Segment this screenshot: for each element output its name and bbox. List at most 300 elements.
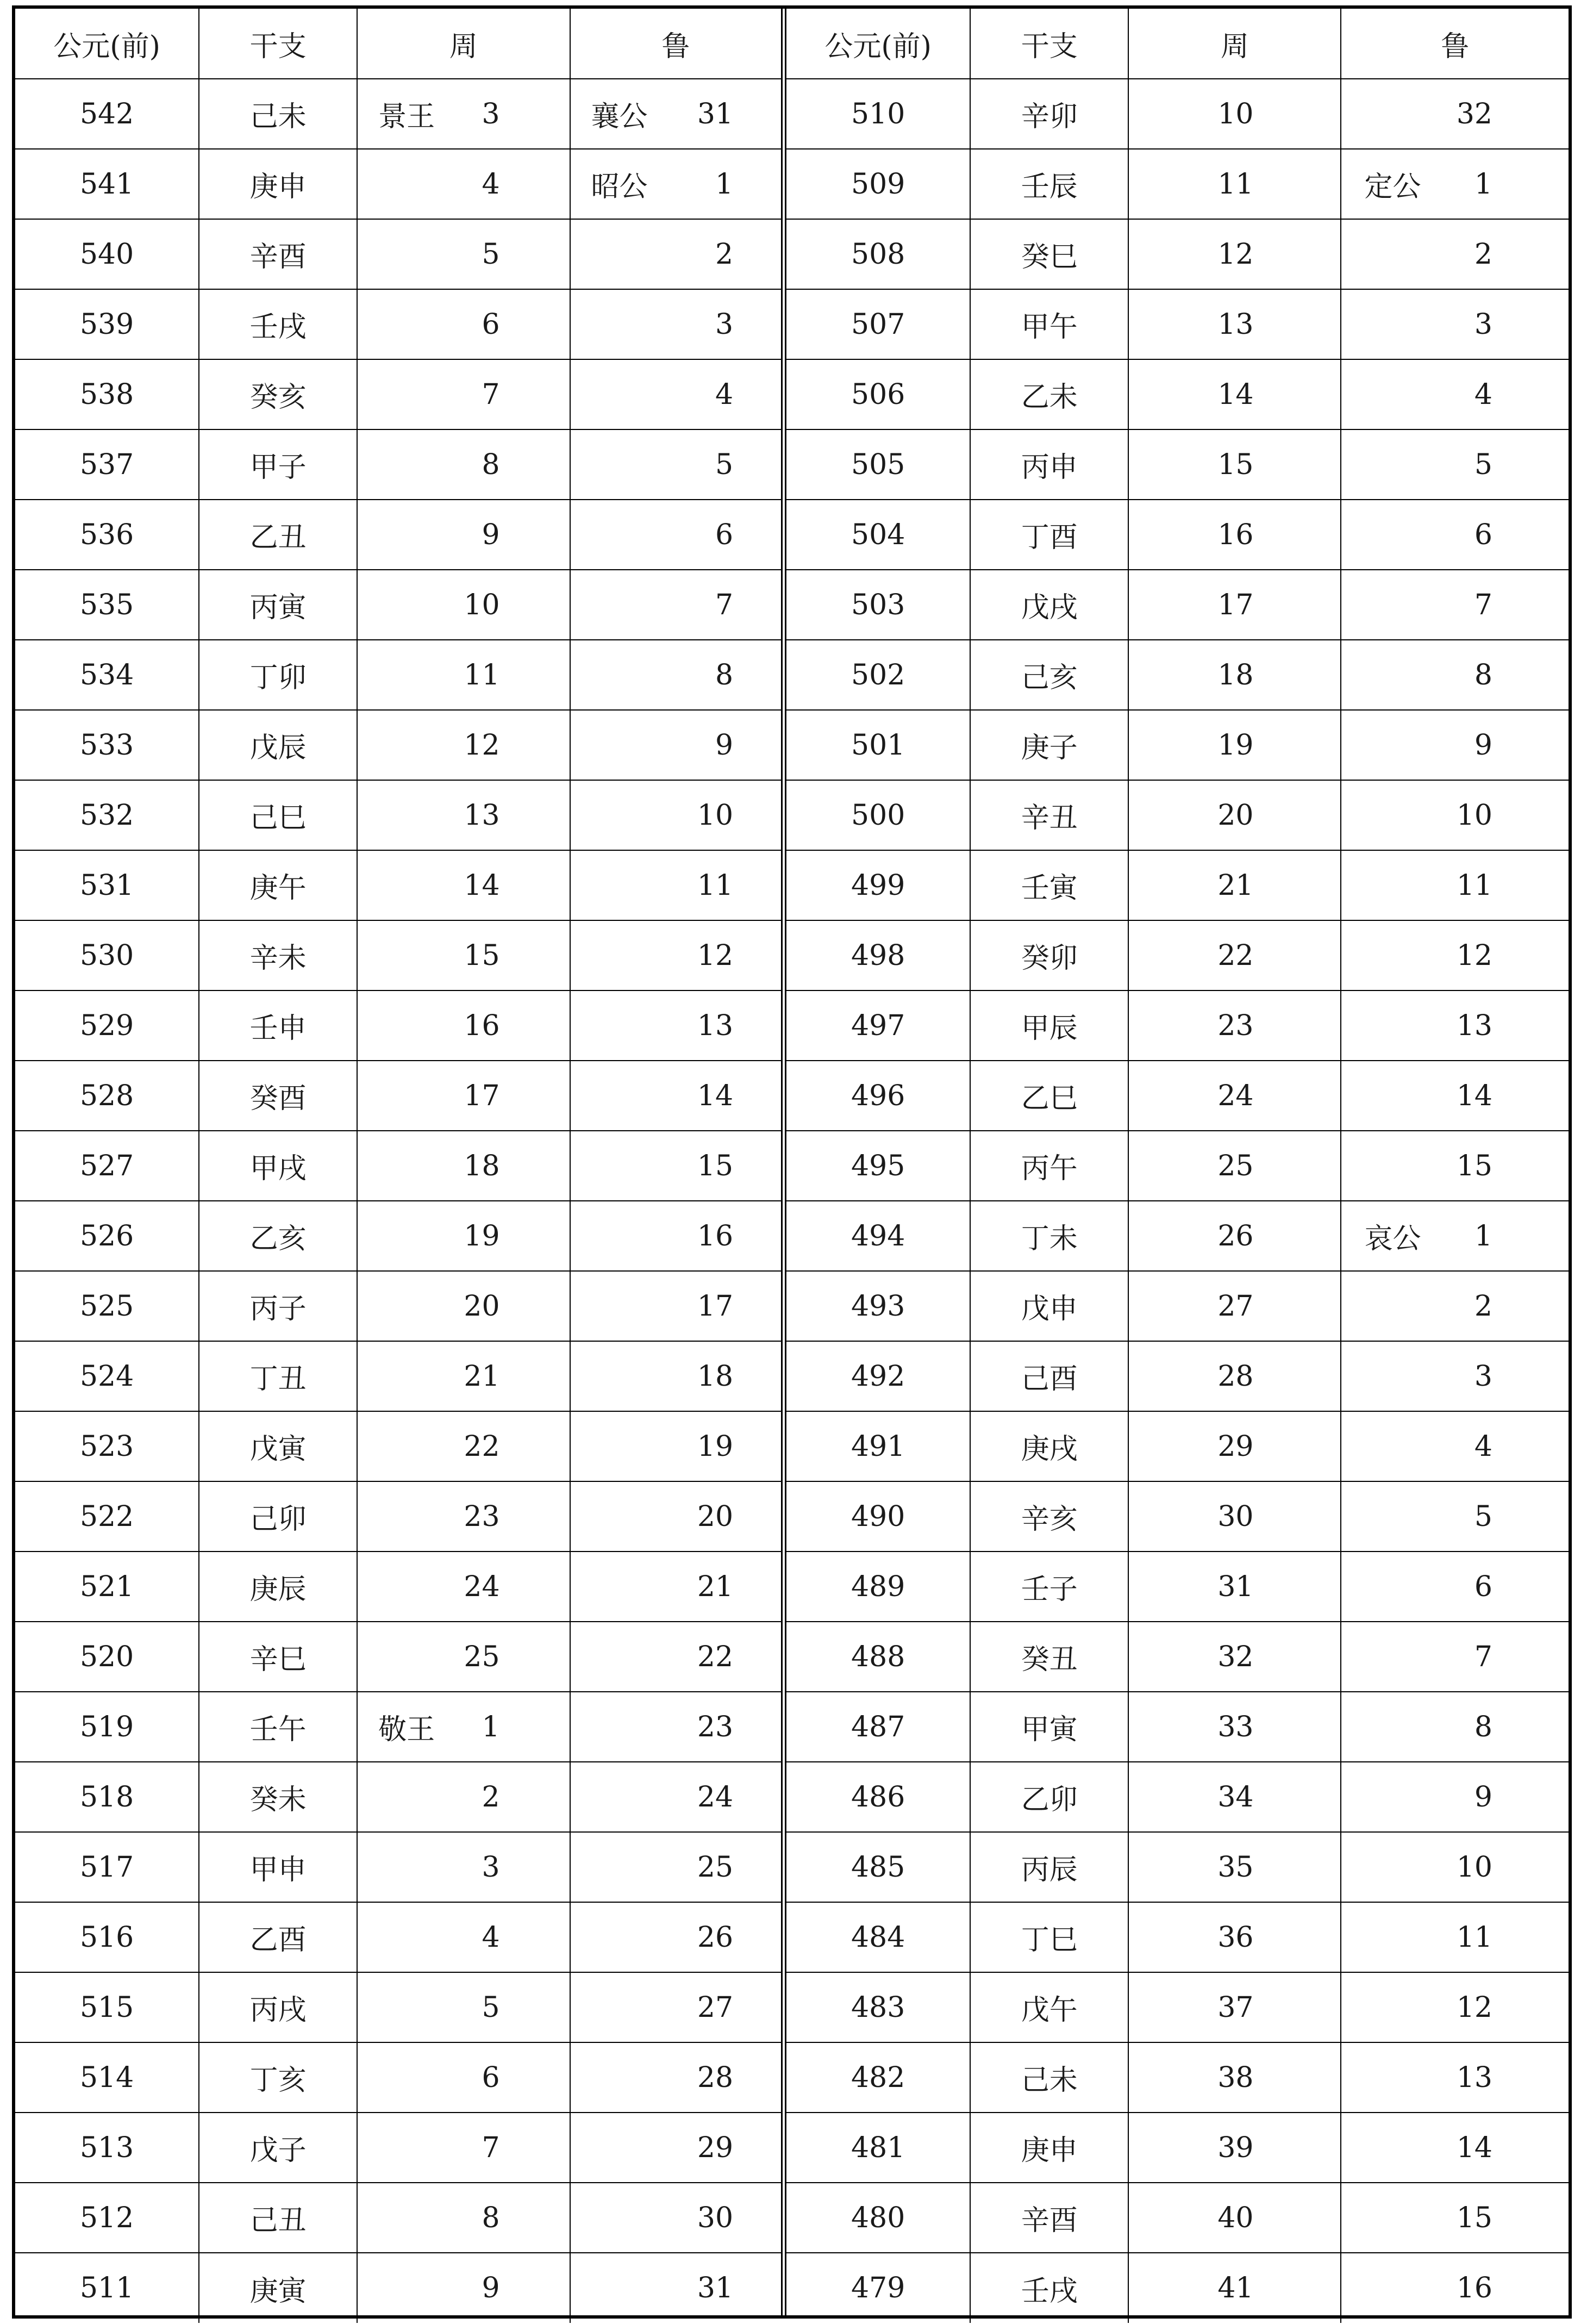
ganzhi-cell: 甲辰 xyxy=(970,990,1128,1061)
lu-cell xyxy=(1341,2042,1569,2113)
zhou-cell xyxy=(357,1622,570,1692)
year-cell: 485 xyxy=(786,1832,970,1902)
year-cell: 491 xyxy=(786,1411,970,1481)
zhou-reign xyxy=(358,570,569,639)
zhou-reign-year: 20 xyxy=(1217,799,1254,832)
year-cell: 501 xyxy=(786,710,970,780)
lu-reign-year: 4 xyxy=(1474,378,1492,411)
zhou-reign xyxy=(1129,921,1340,990)
lu-reign-year: 2 xyxy=(1474,238,1492,271)
lu-cell xyxy=(570,1481,781,1552)
lu-reign-year: 22 xyxy=(697,1640,734,1673)
table-row xyxy=(15,1271,781,1341)
lu-reign xyxy=(1341,1201,1569,1270)
year-cell: 494 xyxy=(786,1201,970,1271)
lu-reign xyxy=(1341,1131,1569,1200)
left-body xyxy=(15,79,781,2323)
lu-ruler-name: 定公 xyxy=(1364,171,1421,203)
lu-reign xyxy=(1341,430,1569,499)
zhou-reign xyxy=(358,1762,569,1831)
year-cell: 492 xyxy=(786,1341,970,1411)
lu-reign xyxy=(571,290,781,359)
lu-reign xyxy=(1341,1482,1569,1551)
zhou-reign xyxy=(1129,500,1340,569)
year-cell: 483 xyxy=(786,1972,970,2042)
lu-reign-year: 10 xyxy=(697,799,734,832)
table-row xyxy=(786,219,1569,289)
zhou-cell xyxy=(357,2042,570,2113)
lu-cell xyxy=(1341,1902,1569,1972)
lu-reign-year: 3 xyxy=(1474,308,1492,341)
year-cell: 525 xyxy=(15,1271,199,1341)
zhou-reign xyxy=(1129,2183,1340,2252)
zhou-cell xyxy=(357,1972,570,2042)
lu-reign xyxy=(571,149,781,219)
zhou-cell xyxy=(1128,2113,1341,2183)
table-row xyxy=(15,2183,781,2253)
zhou-reign-year: 25 xyxy=(1217,1149,1254,1182)
ganzhi-cell: 辛巳 xyxy=(199,1622,357,1692)
zhou-reign xyxy=(358,430,569,499)
ganzhi-cell: 甲申 xyxy=(199,1832,357,1902)
zhou-ruler-name: 敬王 xyxy=(378,1714,435,1746)
zhou-reign-year: 6 xyxy=(482,2061,500,2094)
lu-reign-year: 18 xyxy=(697,1360,734,1393)
lu-reign-year: 9 xyxy=(715,728,734,762)
zhou-reign xyxy=(358,1622,569,1691)
lu-reign-year: 1 xyxy=(715,167,734,201)
table-row xyxy=(786,1692,1569,1762)
table-row xyxy=(786,1411,1569,1481)
ganzhi-cell: 戊戌 xyxy=(970,570,1128,640)
table-row xyxy=(786,1972,1569,2042)
ganzhi-cell: 丙寅 xyxy=(199,570,357,640)
lu-cell xyxy=(1341,1481,1569,1552)
lu-reign-year: 27 xyxy=(697,1991,734,2024)
ganzhi-cell: 戊申 xyxy=(970,1271,1128,1341)
ganzhi-cell: 己未 xyxy=(199,79,357,149)
table-row xyxy=(15,500,781,570)
lu-cell xyxy=(1341,1692,1569,1762)
lu-reign xyxy=(571,79,781,148)
lu-reign xyxy=(571,1412,781,1481)
lu-cell xyxy=(1341,780,1569,850)
zhou-reign xyxy=(1129,1272,1340,1341)
lu-reign xyxy=(571,500,781,569)
zhou-reign-year: 1 xyxy=(482,1710,500,1743)
lu-cell xyxy=(570,500,781,570)
zhou-reign-year: 12 xyxy=(1217,238,1254,271)
header-ganzhi: 干支 xyxy=(970,9,1128,79)
lu-reign xyxy=(571,921,781,990)
zhou-cell xyxy=(357,1552,570,1622)
zhou-cell xyxy=(1128,79,1341,149)
lu-cell xyxy=(570,920,781,990)
table-row xyxy=(786,1201,1569,1271)
lu-reign-year: 16 xyxy=(697,1219,734,1253)
table-row xyxy=(15,1832,781,1902)
zhou-reign-year: 21 xyxy=(464,1360,500,1393)
lu-reign-year: 28 xyxy=(697,2061,734,2094)
table-row xyxy=(15,1131,781,1201)
lu-reign xyxy=(1341,1552,1569,1621)
year-cell: 520 xyxy=(15,1622,199,1692)
ganzhi-cell: 丁丑 xyxy=(199,1341,357,1411)
zhou-cell xyxy=(357,79,570,149)
zhou-reign xyxy=(1129,2253,1340,2323)
lu-reign-year: 4 xyxy=(1474,1430,1492,1463)
zhou-cell xyxy=(357,1061,570,1131)
lu-cell xyxy=(1341,1972,1569,2042)
lu-reign-year: 7 xyxy=(1474,588,1492,621)
lu-cell xyxy=(570,780,781,850)
lu-cell xyxy=(570,1271,781,1341)
zhou-reign xyxy=(358,1272,569,1341)
lu-cell xyxy=(570,1552,781,1622)
zhou-reign xyxy=(1129,290,1340,359)
zhou-reign xyxy=(358,1692,569,1761)
lu-cell xyxy=(1341,289,1569,359)
lu-reign xyxy=(571,2043,781,2112)
lu-reign-year: 14 xyxy=(697,1079,734,1112)
lu-cell xyxy=(1341,429,1569,500)
lu-cell xyxy=(570,640,781,710)
table-row xyxy=(786,1902,1569,1972)
year-cell: 487 xyxy=(786,1692,970,1762)
zhou-reign-year: 35 xyxy=(1217,1851,1254,1884)
year-cell: 504 xyxy=(786,500,970,570)
lu-cell xyxy=(570,1832,781,1902)
zhou-reign xyxy=(1129,640,1340,709)
lu-cell xyxy=(570,850,781,920)
zhou-cell xyxy=(1128,990,1341,1061)
lu-reign-year: 5 xyxy=(1474,448,1492,481)
ganzhi-cell: 乙卯 xyxy=(970,1762,1128,1832)
table-row xyxy=(15,2253,781,2323)
table-row xyxy=(786,1271,1569,1341)
year-cell: 497 xyxy=(786,990,970,1061)
chronology-table-right xyxy=(786,9,1569,2323)
table-row xyxy=(15,1692,781,1762)
zhou-cell xyxy=(1128,1832,1341,1902)
ganzhi-cell: 甲戌 xyxy=(199,1131,357,1201)
lu-reign xyxy=(571,1833,781,1902)
ganzhi-cell: 庚辰 xyxy=(199,1552,357,1622)
lu-reign xyxy=(1341,1272,1569,1341)
table-row xyxy=(786,920,1569,990)
zhou-cell xyxy=(1128,1762,1341,1832)
lu-reign xyxy=(1341,991,1569,1060)
zhou-reign xyxy=(358,1552,569,1621)
lu-cell xyxy=(570,2113,781,2183)
header-row xyxy=(15,9,781,79)
lu-cell xyxy=(570,1622,781,1692)
year-cell: 506 xyxy=(786,359,970,429)
table-row xyxy=(15,920,781,990)
zhou-reign xyxy=(358,1833,569,1902)
zhou-cell xyxy=(1128,289,1341,359)
zhou-reign xyxy=(358,1973,569,2042)
ganzhi-cell: 己酉 xyxy=(970,1341,1128,1411)
zhou-reign-year: 4 xyxy=(482,167,500,201)
ganzhi-cell: 辛未 xyxy=(199,920,357,990)
zhou-reign xyxy=(1129,1412,1340,1481)
zhou-reign xyxy=(1129,1201,1340,1270)
year-cell: 515 xyxy=(15,1972,199,2042)
zhou-reign xyxy=(358,1131,569,1200)
lu-reign xyxy=(571,2253,781,2323)
table-row xyxy=(786,289,1569,359)
zhou-cell xyxy=(1128,2253,1341,2323)
zhou-reign-year: 41 xyxy=(1217,2272,1254,2304)
lu-cell xyxy=(1341,149,1569,219)
zhou-cell xyxy=(1128,1902,1341,1972)
zhou-ruler-name: 景王 xyxy=(378,101,435,133)
lu-reign xyxy=(1341,2043,1569,2112)
zhou-reign-year: 9 xyxy=(482,518,500,551)
ganzhi-cell: 丙辰 xyxy=(970,1832,1128,1902)
year-cell: 486 xyxy=(786,1762,970,1832)
lu-cell xyxy=(1341,359,1569,429)
year-cell: 489 xyxy=(786,1552,970,1622)
zhou-reign xyxy=(358,711,569,780)
zhou-reign xyxy=(1129,1061,1340,1130)
zhou-cell xyxy=(357,710,570,780)
zhou-reign xyxy=(358,1412,569,1481)
zhou-cell xyxy=(1128,1271,1341,1341)
table-row xyxy=(786,1061,1569,1131)
zhou-reign xyxy=(1129,2043,1340,2112)
ganzhi-cell: 丙午 xyxy=(970,1131,1128,1201)
zhou-reign xyxy=(358,2253,569,2323)
table-row xyxy=(786,1341,1569,1411)
zhou-cell xyxy=(357,920,570,990)
zhou-reign xyxy=(1129,1482,1340,1551)
lu-reign-year: 13 xyxy=(1456,1009,1492,1042)
zhou-reign-year: 28 xyxy=(1217,1360,1254,1393)
ganzhi-cell: 庚申 xyxy=(970,2113,1128,2183)
zhou-reign xyxy=(1129,1903,1340,1972)
zhou-cell xyxy=(1128,1201,1341,1271)
year-cell: 507 xyxy=(786,289,970,359)
zhou-reign-year: 36 xyxy=(1217,1921,1254,1954)
zhou-cell xyxy=(357,2253,570,2323)
lu-cell xyxy=(570,1902,781,1972)
lu-reign xyxy=(1341,1692,1569,1761)
table-row xyxy=(786,2183,1569,2253)
ganzhi-cell: 丙子 xyxy=(199,1271,357,1341)
ganzhi-cell: 壬子 xyxy=(970,1552,1128,1622)
zhou-reign-year: 39 xyxy=(1217,2131,1254,2164)
zhou-reign-year: 19 xyxy=(1217,728,1254,762)
year-cell: 505 xyxy=(786,429,970,500)
lu-reign xyxy=(571,1903,781,1972)
zhou-cell xyxy=(357,1762,570,1832)
zhou-reign-year: 14 xyxy=(464,869,500,902)
zhou-reign xyxy=(1129,570,1340,639)
table-row xyxy=(15,1061,781,1131)
lu-reign-year: 13 xyxy=(1456,2061,1492,2094)
lu-cell xyxy=(1341,2113,1569,2183)
lu-cell xyxy=(570,2183,781,2253)
lu-reign xyxy=(571,1201,781,1270)
lu-cell xyxy=(570,289,781,359)
lu-cell xyxy=(570,1972,781,2042)
year-cell: 521 xyxy=(15,1552,199,1622)
lu-cell xyxy=(570,79,781,149)
table-row xyxy=(786,500,1569,570)
zhou-cell xyxy=(1128,850,1341,920)
zhou-reign-year: 3 xyxy=(482,1851,500,1884)
lu-cell xyxy=(570,359,781,429)
ganzhi-cell: 癸酉 xyxy=(199,1061,357,1131)
lu-reign-year: 15 xyxy=(1456,2201,1492,2234)
zhou-reign xyxy=(1129,1833,1340,1902)
zhou-reign xyxy=(1129,430,1340,499)
lu-reign xyxy=(1341,2183,1569,2252)
lu-reign xyxy=(571,430,781,499)
table-row xyxy=(15,1481,781,1552)
lu-ruler-name: 昭公 xyxy=(591,171,648,203)
zhou-reign-year: 4 xyxy=(482,1921,500,1954)
ganzhi-cell: 己亥 xyxy=(970,640,1128,710)
zhou-reign-year: 23 xyxy=(1217,1009,1254,1042)
zhou-reign xyxy=(1129,1552,1340,1621)
lu-reign-year: 15 xyxy=(697,1149,734,1182)
zhou-reign-year: 23 xyxy=(464,1500,500,1533)
zhou-reign-year: 22 xyxy=(464,1430,500,1463)
chronology-table-left xyxy=(15,9,781,2323)
ganzhi-cell: 癸巳 xyxy=(970,219,1128,289)
year-cell: 484 xyxy=(786,1902,970,1972)
table-row xyxy=(15,219,781,289)
chronology-table xyxy=(12,5,1572,2319)
year-cell: 481 xyxy=(786,2113,970,2183)
year-cell: 522 xyxy=(15,1481,199,1552)
header-zhou: 周 xyxy=(1128,9,1341,79)
lu-reign-year: 10 xyxy=(1456,1851,1492,1884)
year-cell: 516 xyxy=(15,1902,199,1972)
zhou-reign-year: 13 xyxy=(464,799,500,832)
lu-cell xyxy=(570,1131,781,1201)
zhou-reign-year: 16 xyxy=(1217,518,1254,551)
year-cell: 488 xyxy=(786,1622,970,1692)
zhou-reign-year: 16 xyxy=(464,1009,500,1042)
lu-reign-year: 1 xyxy=(1474,1219,1492,1253)
header-zhou: 周 xyxy=(357,9,570,79)
table-row xyxy=(786,359,1569,429)
zhou-cell xyxy=(357,1481,570,1552)
zhou-reign xyxy=(358,360,569,429)
lu-reign-year: 11 xyxy=(1456,1921,1492,1954)
year-cell: 509 xyxy=(786,149,970,219)
zhou-reign-year: 13 xyxy=(1217,308,1254,341)
right-body xyxy=(786,79,1569,2323)
table-row xyxy=(786,429,1569,500)
ganzhi-cell: 戊辰 xyxy=(199,710,357,780)
zhou-reign-year: 30 xyxy=(1217,1500,1254,1533)
lu-reign-year: 7 xyxy=(715,588,734,621)
year-cell: 493 xyxy=(786,1271,970,1341)
year-cell: 500 xyxy=(786,780,970,850)
zhou-reign xyxy=(1129,79,1340,148)
table-row xyxy=(15,710,781,780)
lu-reign-year: 1 xyxy=(1474,167,1492,201)
table-row xyxy=(15,640,781,710)
ganzhi-cell: 辛卯 xyxy=(970,79,1128,149)
lu-cell xyxy=(1341,1622,1569,1692)
zhou-cell xyxy=(1128,2183,1341,2253)
lu-cell xyxy=(1341,990,1569,1061)
header-year: 公元(前) xyxy=(15,9,199,79)
table-row xyxy=(786,2113,1569,2183)
lu-cell xyxy=(1341,1762,1569,1832)
lu-reign-year: 12 xyxy=(697,939,734,972)
lu-reign-year: 24 xyxy=(697,1780,734,1814)
zhou-cell xyxy=(357,149,570,219)
lu-reign xyxy=(1341,1622,1569,1691)
ganzhi-cell: 壬辰 xyxy=(970,149,1128,219)
year-cell: 532 xyxy=(15,780,199,850)
zhou-reign xyxy=(358,1061,569,1130)
zhou-cell xyxy=(1128,640,1341,710)
lu-reign xyxy=(571,360,781,429)
lu-cell xyxy=(570,1411,781,1481)
lu-cell xyxy=(1341,1411,1569,1481)
lu-reign xyxy=(571,2113,781,2182)
lu-reign-year: 13 xyxy=(697,1009,734,1042)
lu-reign xyxy=(1341,851,1569,920)
zhou-reign-year: 14 xyxy=(1217,378,1254,411)
lu-reign xyxy=(571,851,781,920)
year-cell: 514 xyxy=(15,2042,199,2113)
ganzhi-cell: 丁酉 xyxy=(970,500,1128,570)
zhou-cell xyxy=(357,850,570,920)
zhou-reign xyxy=(1129,360,1340,429)
ganzhi-cell: 乙酉 xyxy=(199,1902,357,1972)
table-row xyxy=(786,2042,1569,2113)
ganzhi-cell: 丙戌 xyxy=(199,1972,357,2042)
zhou-cell xyxy=(357,429,570,500)
zhou-cell xyxy=(1128,1481,1341,1552)
zhou-cell xyxy=(1128,1061,1341,1131)
year-cell: 541 xyxy=(15,149,199,219)
ganzhi-cell: 庚申 xyxy=(199,149,357,219)
lu-reign-year: 17 xyxy=(697,1289,734,1323)
lu-cell xyxy=(1341,500,1569,570)
year-cell: 495 xyxy=(786,1131,970,1201)
zhou-cell xyxy=(1128,359,1341,429)
lu-reign-year: 2 xyxy=(1474,1289,1492,1323)
lu-reign-year: 29 xyxy=(697,2131,734,2164)
year-cell: 503 xyxy=(786,570,970,640)
header-lu: 鲁 xyxy=(570,9,781,79)
lu-reign-year: 6 xyxy=(715,518,734,551)
zhou-cell xyxy=(1128,1692,1341,1762)
ganzhi-cell: 庚午 xyxy=(199,850,357,920)
lu-reign-year: 31 xyxy=(697,97,734,130)
zhou-reign xyxy=(358,79,569,148)
lu-reign xyxy=(571,1552,781,1621)
zhou-reign-year: 11 xyxy=(1217,167,1254,201)
ganzhi-cell: 丁亥 xyxy=(199,2042,357,2113)
lu-reign-year: 26 xyxy=(697,1921,734,1954)
year-cell: 502 xyxy=(786,640,970,710)
ganzhi-cell: 乙丑 xyxy=(199,500,357,570)
year-cell: 533 xyxy=(15,710,199,780)
year-cell: 517 xyxy=(15,1832,199,1902)
lu-reign-year: 11 xyxy=(697,869,734,902)
